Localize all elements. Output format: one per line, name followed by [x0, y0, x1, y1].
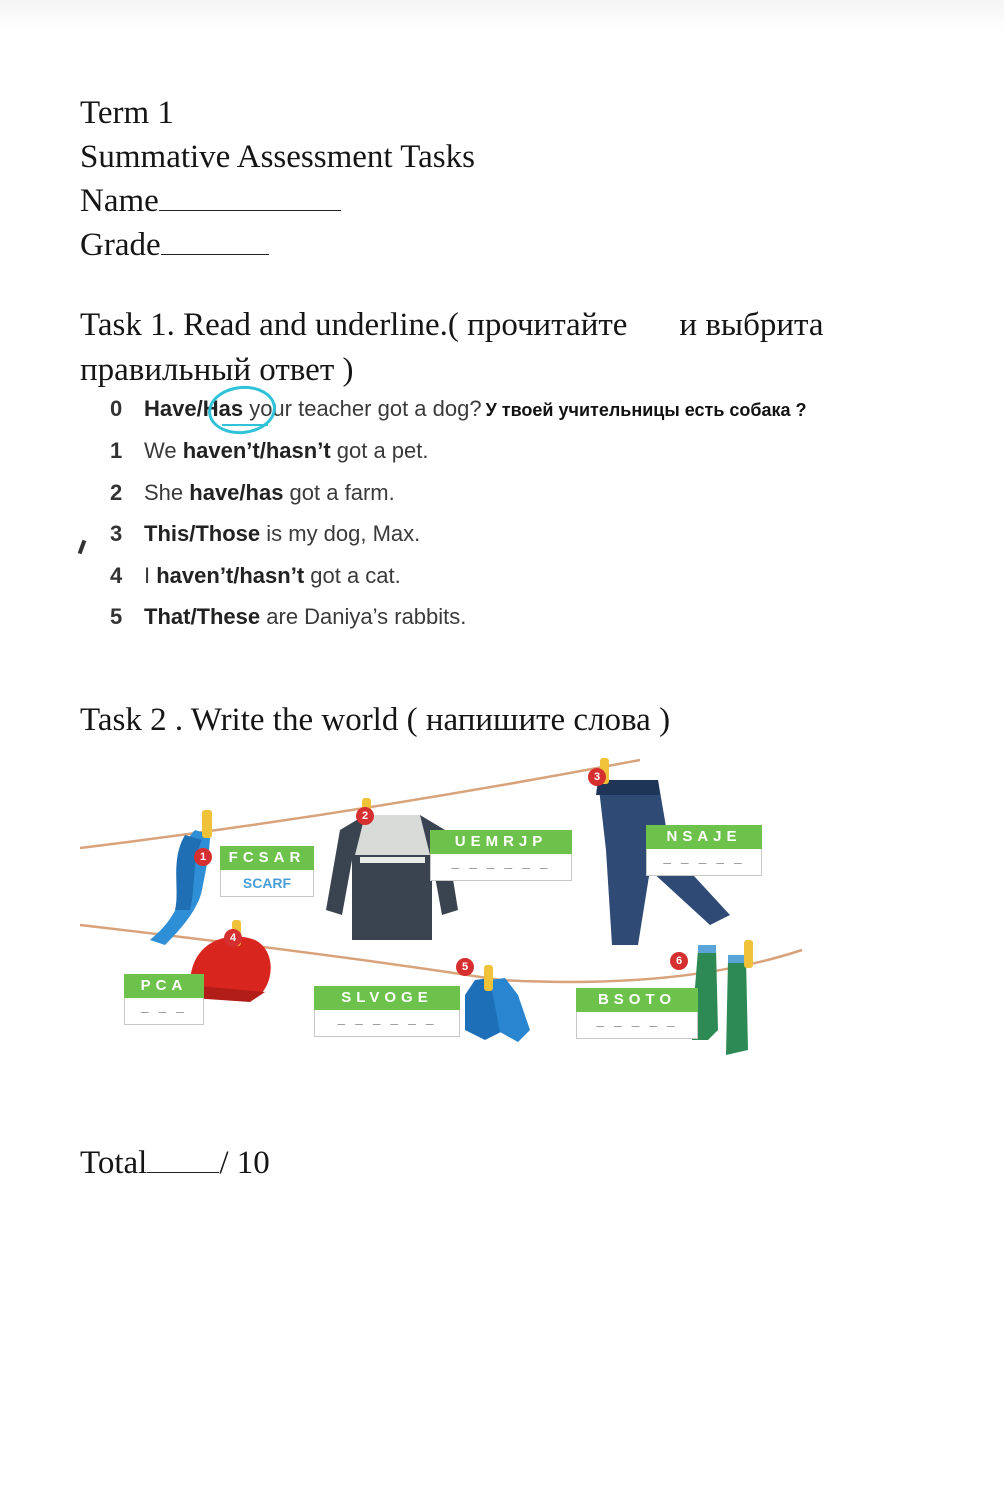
- name-label: Name: [80, 183, 159, 219]
- answer-circle-mark: [206, 383, 279, 438]
- word-label-3: [646, 825, 762, 876]
- scrambled-word: BSOTO: [576, 988, 698, 1012]
- badge-4: 4: [224, 929, 242, 947]
- stray-mark: [78, 540, 87, 555]
- item-translation: У твоей учительницы есть собака ?: [485, 400, 807, 420]
- word-label-4: [124, 974, 204, 1025]
- scarf-picture: [150, 810, 212, 945]
- grade-blank[interactable]: [161, 224, 269, 255]
- word-label-2: [430, 830, 572, 881]
- task1-title: [80, 305, 824, 345]
- grade-label: Grade: [80, 227, 161, 263]
- item-text: got a cat.: [304, 563, 401, 588]
- item-number: 4: [110, 563, 123, 588]
- answer-underline-mark: [222, 424, 268, 426]
- item-options[interactable]: have/has: [189, 480, 284, 505]
- item-number: 5: [110, 604, 123, 629]
- item-options[interactable]: haven’t/hasn’t: [182, 438, 331, 463]
- boots-picture: [692, 940, 753, 1055]
- total-blank[interactable]: [147, 1142, 219, 1173]
- item-text: are Daniya’s rabbits.: [260, 604, 467, 629]
- item-options[interactable]: haven’t/hasn’t: [156, 563, 305, 588]
- badge-3: 3: [588, 768, 606, 786]
- total-max: / 10: [219, 1145, 270, 1181]
- task1-title-line2: правильный ответ ): [80, 352, 354, 388]
- task2-title: Task 2 . Write the world ( напишите слова ): [80, 702, 671, 738]
- grade-line: [80, 224, 269, 265]
- scrambled-word: FCSAR: [220, 846, 314, 870]
- task1-title-ru-tail: и выбрита: [679, 307, 824, 343]
- item-text: your teacher got a dog?: [243, 396, 482, 421]
- answer-field[interactable]: SCARF: [220, 870, 314, 897]
- answer-field[interactable]: – – – – – –: [430, 854, 572, 881]
- name-line: [80, 180, 341, 221]
- task1-item-4: [110, 563, 401, 589]
- item-number: 1: [110, 438, 123, 463]
- item-text: got a farm.: [283, 480, 395, 505]
- word-label-5: [314, 986, 460, 1037]
- answer-field[interactable]: – – – – –: [646, 849, 762, 876]
- item-number: 2: [110, 480, 123, 505]
- top-bar: [0, 0, 1004, 30]
- scrambled-word: UEMRJP: [430, 830, 572, 854]
- item-number: 0: [110, 396, 123, 421]
- word-label-6: [576, 988, 698, 1039]
- name-blank[interactable]: [159, 180, 341, 211]
- badge-6: 6: [670, 952, 688, 970]
- item-options[interactable]: This/Those: [144, 521, 261, 546]
- answer-field[interactable]: – – –: [124, 998, 204, 1025]
- scrambled-word: PCA: [124, 974, 204, 998]
- item-number: 3: [110, 521, 123, 546]
- scrambled-word: NSAJE: [646, 825, 762, 849]
- scrambled-word: SLVOGE: [314, 986, 460, 1010]
- task1-item-3: [110, 521, 420, 547]
- answer-field[interactable]: – – – – –: [576, 1012, 698, 1039]
- task1-item-0: [110, 396, 807, 422]
- word-label-1: [220, 846, 314, 897]
- item-text: She: [144, 480, 190, 505]
- item-text: is my dog, Max.: [260, 521, 421, 546]
- term-heading: Term 1: [80, 95, 174, 131]
- item-text: got a pet.: [330, 438, 429, 463]
- clothesline-illustration: [80, 740, 810, 1060]
- total-label: Total: [80, 1145, 148, 1181]
- badge-5: 5: [456, 958, 474, 976]
- task1-item-2: [110, 480, 395, 506]
- answer-field[interactable]: – – – – – –: [314, 1010, 460, 1037]
- item-options[interactable]: Have/Has: [144, 396, 244, 421]
- task1-title-en: Task 1. Read and underline.( прочитайте: [80, 307, 628, 343]
- item-options[interactable]: That/These: [144, 604, 261, 629]
- task1-item-1: [110, 438, 429, 464]
- item-text: We: [144, 438, 183, 463]
- item-text: I: [144, 563, 157, 588]
- badge-1: 1: [194, 848, 212, 866]
- task1-item-5: [110, 604, 466, 630]
- page-title: Summative Assessment Tasks: [80, 139, 475, 175]
- badge-2: 2: [356, 807, 374, 825]
- total-line: [80, 1142, 270, 1183]
